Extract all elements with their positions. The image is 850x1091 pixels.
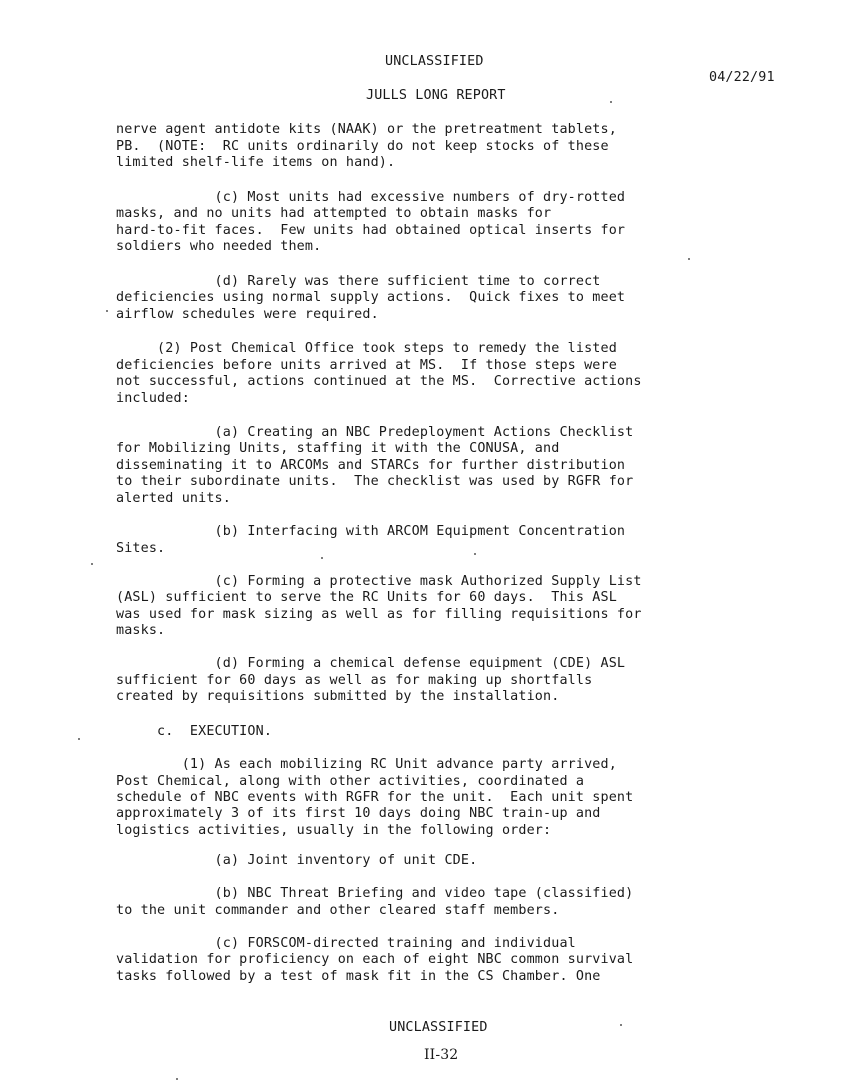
scan-speck [620,1024,622,1026]
body-line: (2) Post Chemical Office took steps to remedy the listed [116,341,617,356]
body-line: (a) Creating an NBC Predeployment Actions Checklist [116,425,634,440]
scan-speck [176,1078,178,1080]
scan-speck [610,101,612,103]
body-line: (b) Interfacing with ARCOM Equipment Concentration [116,524,626,539]
body-line: deficiencies before units arrived at MS. If those steps were [116,358,617,373]
body-line: created by requisitions submitted by the installation. [116,689,560,704]
body-line: Post Chemical, along with other activities, coordinated a [116,774,585,789]
body-line: (a) Joint inventory of unit CDE. [116,853,478,868]
body-line: validation for proficiency on each of eight NBC common survival [116,952,634,967]
body-line: approximately 3 of its first 10 days doing NBC train-up and [116,806,601,821]
body-line: deficiencies using normal supply actions. Quick fixes to meet [116,290,626,305]
scan-speck [688,258,690,260]
report-date: 04/22/91 [709,70,775,85]
footer-classification: UNCLASSIFIED [389,1020,488,1035]
body-line: (b) NBC Threat Briefing and video tape (classified) [116,886,634,901]
body-line: limited shelf-life items on hand). [116,155,396,170]
report-title: JULLS LONG REPORT [366,88,506,103]
page-number: II-32 [424,1047,459,1063]
body-line: (1) As each mobilizing RC Unit advance party arrived, [116,757,617,772]
scan-speck [78,738,80,740]
scan-speck [91,563,93,565]
scan-speck [321,557,323,559]
body-line: (c) Most units had excessive numbers of dry-rotted [116,190,626,205]
body-line: PB. (NOTE: RC units ordinarily do not keep stocks of these [116,139,609,154]
body-line: disseminating it to ARCOMs and STARCs for further distribution [116,458,626,473]
header-classification: UNCLASSIFIED [385,54,484,69]
body-line: tasks followed by a test of mask fit in the CS Chamber. One [116,969,601,984]
body-line: masks. [116,623,166,638]
body-line: to the unit commander and other cleared staff members. [116,903,560,918]
body-line: (d) Rarely was there sufficient time to correct [116,274,601,289]
body-line: logistics activities, usually in the following order: [116,823,552,838]
section-heading: c. EXECUTION. [116,724,273,739]
body-line: was used for mask sizing as well as for filling requisitions for [116,607,642,622]
scan-speck [474,553,476,555]
body-line: Sites. [116,541,166,556]
body-line: sufficient for 60 days as well as for making up shortfalls [116,673,593,688]
body-line: hard-to-fit faces. Few units had obtained optical inserts for [116,223,626,238]
body-line: for Mobilizing Units, staffing it with the CONUSA, and [116,441,560,456]
body-line: not successful, actions continued at the MS. Corrective actions [116,374,642,389]
body-line: (c) FORSCOM-directed training and individual [116,936,576,951]
body-line: schedule of NBC events with RGFR for the unit. Each unit spent [116,790,634,805]
scan-speck [106,310,108,312]
body-line: (ASL) sufficient to serve the RC Units for 60 days. This ASL [116,590,617,605]
body-line: airflow schedules were required. [116,307,379,322]
body-line: included: [116,391,190,406]
body-line: to their subordinate units. The checklist was used by RGFR for [116,474,634,489]
body-line: alerted units. [116,491,231,506]
body-line: soldiers who needed them. [116,239,322,254]
body-line: (d) Forming a chemical defense equipment (CDE) ASL [116,656,626,671]
body-line: (c) Forming a protective mask Authorized Supply List [116,574,642,589]
body-line: masks, and no units had attempted to obtain masks for [116,206,552,221]
body-line: nerve agent antidote kits (NAAK) or the pretreatment tablets, [116,122,617,137]
